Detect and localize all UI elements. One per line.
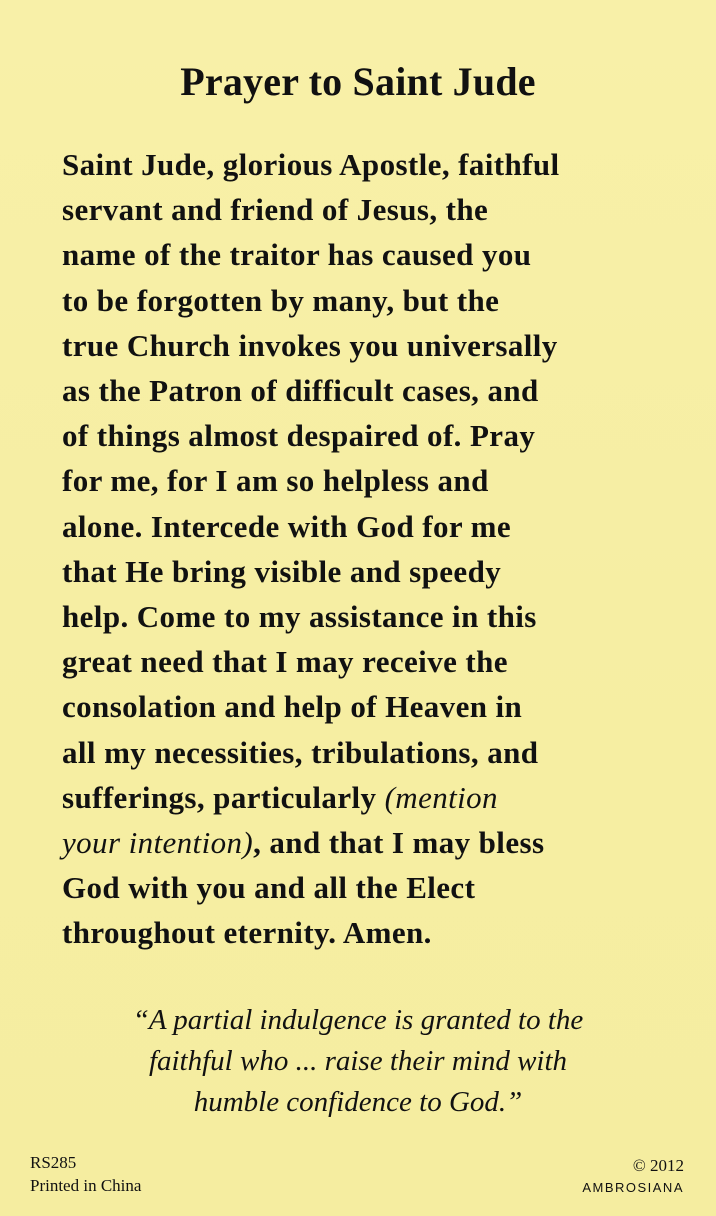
prayer-line: Saint Jude, glorious Apostle, faithful: [62, 147, 560, 182]
indulgence-quote: [0, 1000, 716, 1123]
prayer-text-segment: sufferings, particularly: [62, 779, 385, 815]
product-code: RS285: [30, 1153, 77, 1172]
prayer-line: to be forgotten by many, but the: [62, 282, 500, 318]
quote-line: faithful who ... raise their mind with: [148, 1045, 568, 1077]
prayer-line: as the Patron of difficult cases, and: [62, 373, 539, 409]
prayer-line: all my necessities, tribulations, and: [62, 734, 539, 770]
print-origin: Printed in China: [30, 1176, 142, 1195]
prayer-line: for me, for I am so helpless and: [62, 463, 489, 499]
prayer-line: help. Come to my assistance in this: [62, 599, 537, 635]
quote-line: humble confidence to God.”: [193, 1086, 523, 1118]
prayer-line: throughout eternity. Amen.: [62, 915, 432, 951]
publisher-name: AMBROSIANA: [582, 1180, 684, 1195]
intention-instruction: (mention: [384, 779, 498, 815]
copyright: © 2012: [632, 1156, 684, 1175]
prayer-line: consolation and help of Heaven in: [62, 689, 523, 725]
intention-instruction: your intention): [62, 825, 254, 861]
quote-line: “A partial indulgence is granted to the: [132, 1004, 584, 1036]
prayer-line: [62, 820, 672, 865]
footer-right: [582, 1155, 684, 1199]
prayer-line: that He bring visible and speedy: [62, 553, 502, 589]
prayer-line: alone. Intercede with God for me: [62, 508, 512, 544]
prayer-title: Prayer to Saint Jude: [180, 59, 536, 104]
prayer-line: great need that I may receive the: [62, 644, 508, 680]
prayer-line: God with you and all the Elect: [62, 870, 476, 906]
prayer-line: true Church invokes you universally: [62, 327, 558, 363]
prayer-line: of things almost despaired of. Pray: [62, 418, 536, 454]
prayer-text-segment: , and that I may bless: [253, 825, 545, 861]
prayer-line: name of the traitor has caused you: [62, 237, 532, 273]
prayer-line: [62, 775, 672, 820]
footer-left: [30, 1151, 141, 1197]
prayer-text: [62, 142, 672, 956]
prayer-line: servant and friend of Jesus, the: [62, 192, 489, 228]
